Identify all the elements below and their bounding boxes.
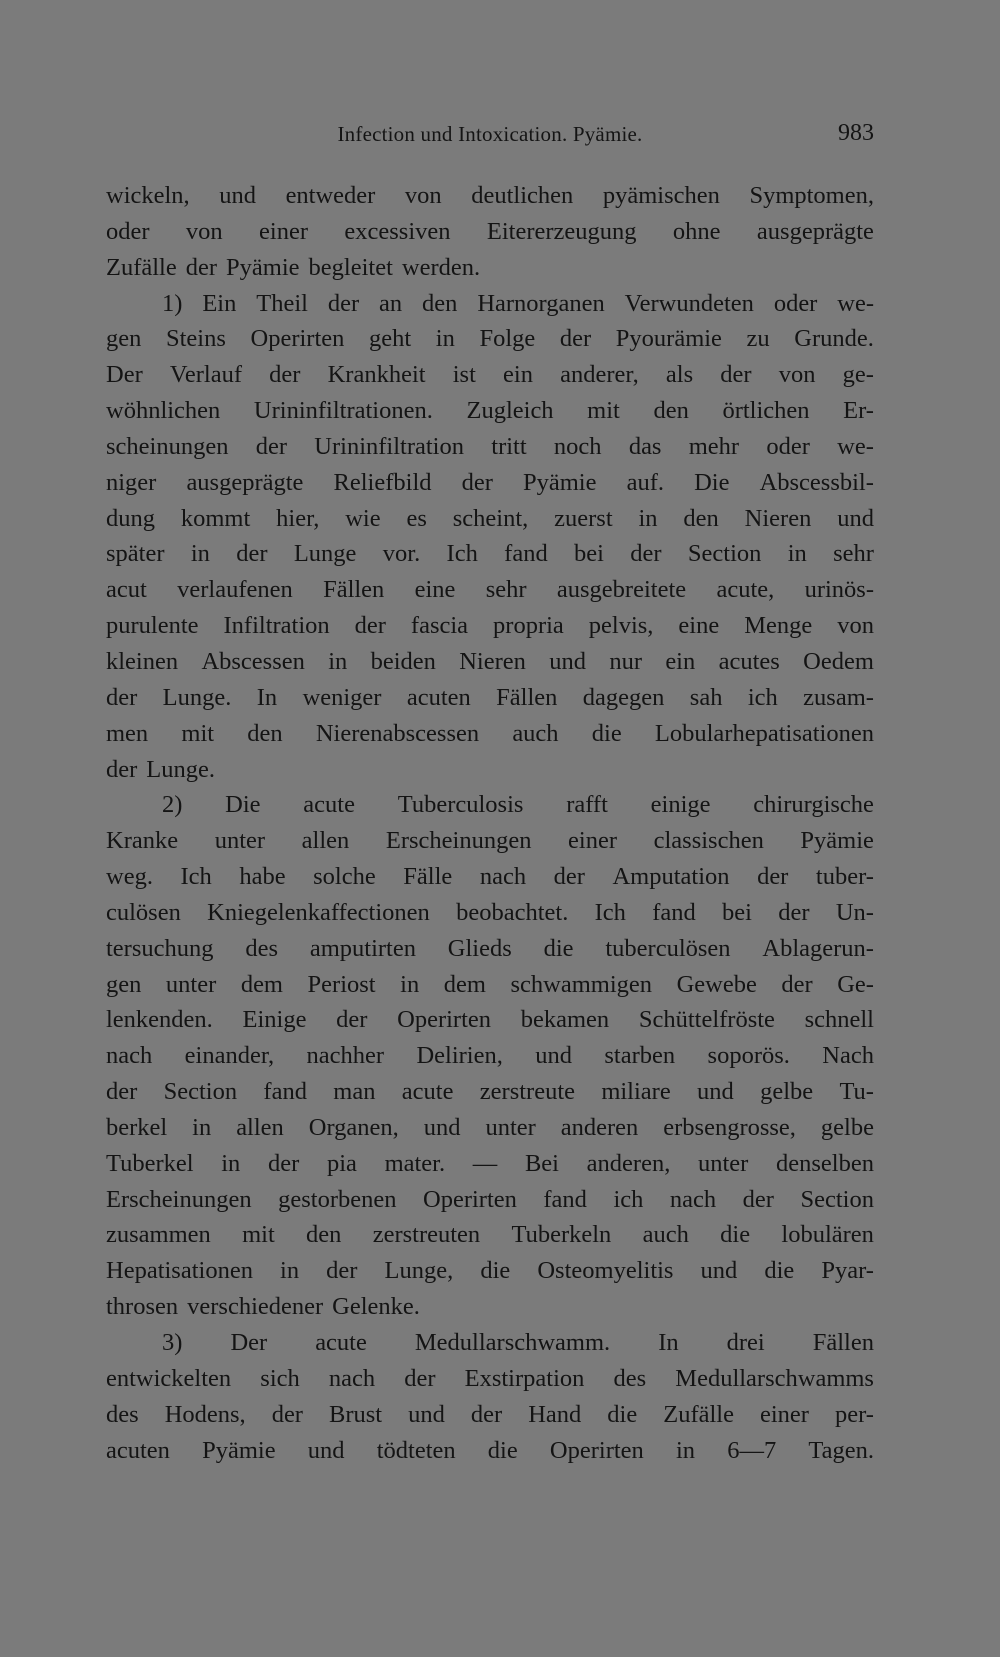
text-line: wöhnlichen Urininfiltrationen. Zugleich mit den örtlichen Er- bbox=[106, 397, 874, 425]
text-line: gen unter dem Periost in dem schwammigen Gewebe der Ge- bbox=[106, 970, 874, 998]
text-line: Hepatisationen in der Lunge, die Osteomyelitis und die Pyar- bbox=[106, 1257, 874, 1285]
text-line: acuten Pyämie und tödteten die Operirten in 6—7 Tagen. bbox=[106, 1436, 874, 1464]
text-line: throsen verschiedener Gelenke. bbox=[106, 1293, 420, 1321]
body-text bbox=[106, 178, 874, 1468]
text-line: purulente Infiltration der fascia propria pelvis, eine Menge von bbox=[106, 612, 874, 640]
text-line: der Lunge. bbox=[106, 755, 216, 783]
text-line: des Hodens, der Brust und der Hand die Zufälle einer per- bbox=[106, 1400, 874, 1428]
text-line: Erscheinungen gestorbenen Operirten fand ich nach der Section bbox=[106, 1185, 874, 1213]
text-line: gen Steins Operirten geht in Folge der Pyourämie zu Grunde. bbox=[106, 325, 874, 353]
text-line: dung kommt hier, wie es scheint, zuerst in den Nieren und bbox=[106, 504, 874, 532]
running-title: Infection und Intoxication. Pyämie. bbox=[337, 122, 643, 146]
text-line: 2) Die acute Tuberculosis rafft einige chirurgische bbox=[162, 791, 874, 819]
text-line: oder von einer excessiven Eitererzeugung ohne ausgeprägte bbox=[106, 217, 874, 245]
text-line: Kranke unter allen Erscheinungen einer classischen Pyämie bbox=[106, 827, 874, 855]
text-line: entwickelten sich nach der Exstirpation des Medullarschwamms bbox=[106, 1364, 874, 1392]
text-line: berkel in allen Organen, und unter anderen erbsengrosse, gelbe bbox=[106, 1113, 874, 1141]
text-line: nach einander, nachher Delirien, und starben soporös. Nach bbox=[106, 1042, 874, 1070]
page-number: 983 bbox=[838, 120, 874, 146]
text-line: lenkenden. Einige der Operirten bekamen Schüttelfröste schnell bbox=[106, 1006, 874, 1034]
text-line: zusammen mit den zerstreuten Tuberkeln auch die lobulären bbox=[106, 1221, 874, 1249]
running-head bbox=[106, 122, 874, 156]
text-line: men mit den Nierenabscessen auch die Lobularhepatisationen bbox=[106, 719, 874, 747]
text-line: Der Verlauf der Krankheit ist ein anderer, als der von ge- bbox=[106, 361, 874, 389]
text-line: kleinen Abscessen in beiden Nieren und nur ein acutes Oedem bbox=[106, 647, 874, 675]
text-line: 3) Der acute Medullarschwamm. In drei Fällen bbox=[162, 1329, 874, 1356]
text-line: der Section fand man acute zerstreute miliare und gelbe Tu- bbox=[106, 1078, 874, 1106]
text-line: der Lunge. In weniger acuten Fällen dagegen sah ich zusam- bbox=[106, 683, 874, 711]
text-line: Tuberkel in der pia mater. — Bei anderen, unter denselben bbox=[106, 1149, 874, 1177]
text-line: weg. Ich habe solche Fälle nach der Amputation der tuber- bbox=[106, 863, 874, 891]
text-line: 1) Ein Theil der an den Harnorganen Verwundeten oder we- bbox=[162, 289, 874, 317]
text-line: culösen Kniegelenkaffectionen beobachtet. Ich fand bei der Un- bbox=[106, 898, 874, 926]
text-line: acut verlaufenen Fällen eine sehr ausgebreitete acute, urinös- bbox=[106, 576, 874, 604]
text-line: niger ausgeprägte Reliefbild der Pyämie auf. Die Abscessbil- bbox=[106, 468, 874, 496]
text-line: Zufälle der Pyämie begleitet werden. bbox=[106, 253, 481, 281]
text-line: scheinungen der Urininfiltration tritt noch das mehr oder we- bbox=[106, 432, 874, 460]
text-line: tersuchung des amputirten Glieds die tuberculösen Ablagerun- bbox=[106, 934, 874, 962]
text-line: wickeln, und entweder von deutlichen pyämischen Symptomen, bbox=[106, 182, 874, 209]
text-line: später in der Lunge vor. Ich fand bei der Section in sehr bbox=[106, 540, 874, 568]
